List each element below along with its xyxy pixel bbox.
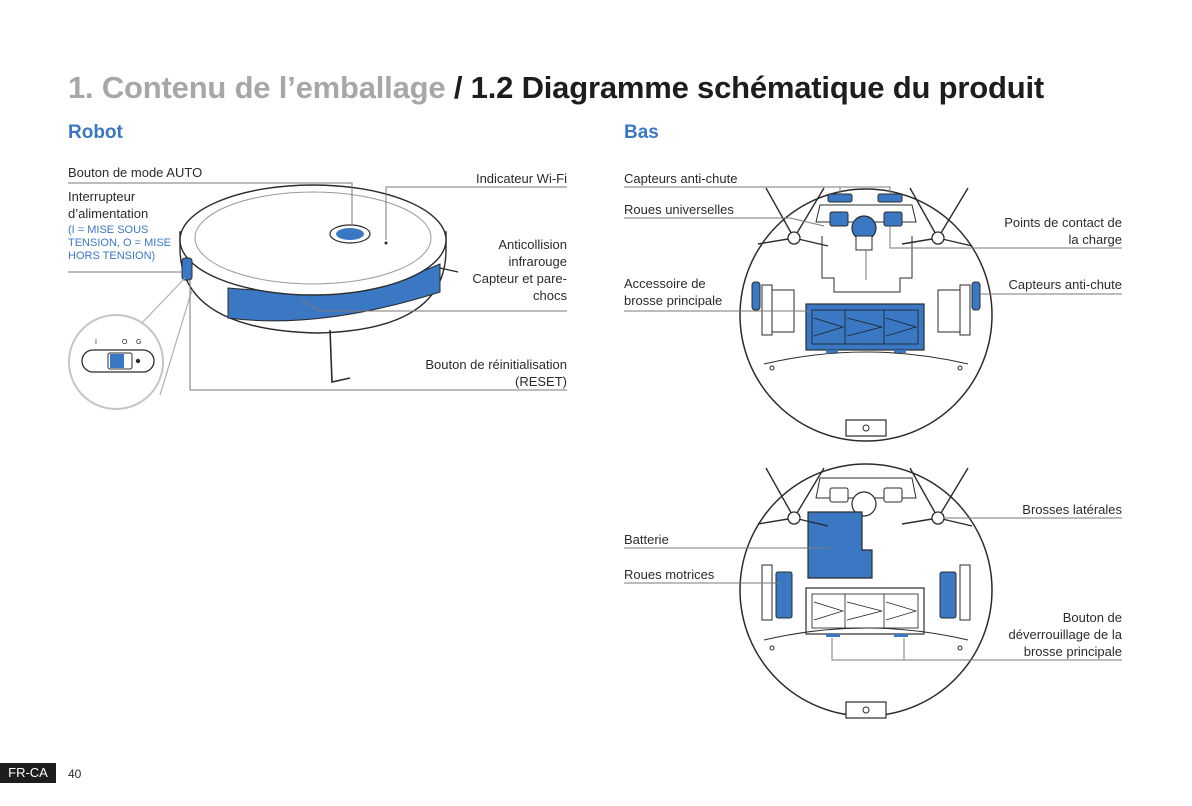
label-reset-2: (RESET)	[515, 374, 567, 389]
label-drive-wheels: Roues motrices	[624, 567, 715, 582]
switch-mark-o: O	[122, 339, 128, 346]
label-unlock-3: brosse principale	[1023, 644, 1122, 659]
label-reset-1: Bouton de réinitialisation	[425, 357, 567, 372]
label-battery: Batterie	[624, 532, 669, 547]
language-badge: FR-CA	[0, 763, 56, 783]
label-unlock-1: Bouton de	[1062, 610, 1122, 625]
robot-heading: Robot	[68, 122, 123, 143]
label-anticollision-4: chocs	[533, 288, 567, 303]
switch-mark-g: G	[136, 339, 142, 346]
page-number: 40	[68, 767, 82, 781]
label-wifi-indicator: Indicateur Wi-Fi	[475, 171, 567, 186]
label-power-switch-2: d’alimentation	[68, 206, 149, 221]
power-note-1: (I = MISE SOUS	[68, 224, 149, 236]
label-main-brush-acc-2: brosse principale	[624, 293, 723, 308]
power-note-2: TENSION, O = MISE	[68, 237, 171, 249]
robot-bottom-view-2	[740, 464, 992, 718]
label-charge-contacts-1: Points de contact de	[1004, 215, 1122, 230]
label-power-switch-1: Interrupteur	[68, 189, 136, 204]
label-universal-wheels: Roues universelles	[624, 202, 734, 217]
label-anticollision-2: infrarouge	[508, 254, 567, 269]
label-side-brushes: Brosses latérales	[1022, 502, 1122, 517]
label-main-brush-acc-1: Accessoire de	[624, 276, 706, 291]
title-part-2: / 1.2 Diagramme schématique du produit	[453, 70, 1044, 105]
label-cliff-sensors-right: Capteurs anti-chute	[1008, 277, 1122, 292]
robot-bottom-view-1	[740, 188, 992, 441]
power-note-3: HORS TENSION)	[68, 250, 156, 262]
label-auto-button: Bouton de mode AUTO	[68, 165, 203, 180]
robot-top-illustration	[140, 185, 458, 395]
label-anticollision-1: Anticollision	[498, 237, 567, 252]
label-anticollision-3: Capteur et pare-	[472, 271, 567, 286]
page-title	[68, 70, 1044, 106]
title-part-1: 1. Contenu de l’emballage	[68, 70, 446, 105]
label-charge-contacts-2: la charge	[1068, 232, 1122, 247]
label-unlock-2: déverrouillage de la	[1008, 627, 1122, 642]
label-cliff-sensors-top: Capteurs anti-chute	[624, 171, 738, 186]
power-switch-zoom	[69, 315, 163, 409]
switch-mark-i: I	[95, 339, 97, 346]
bottom-heading: Bas	[624, 122, 659, 143]
